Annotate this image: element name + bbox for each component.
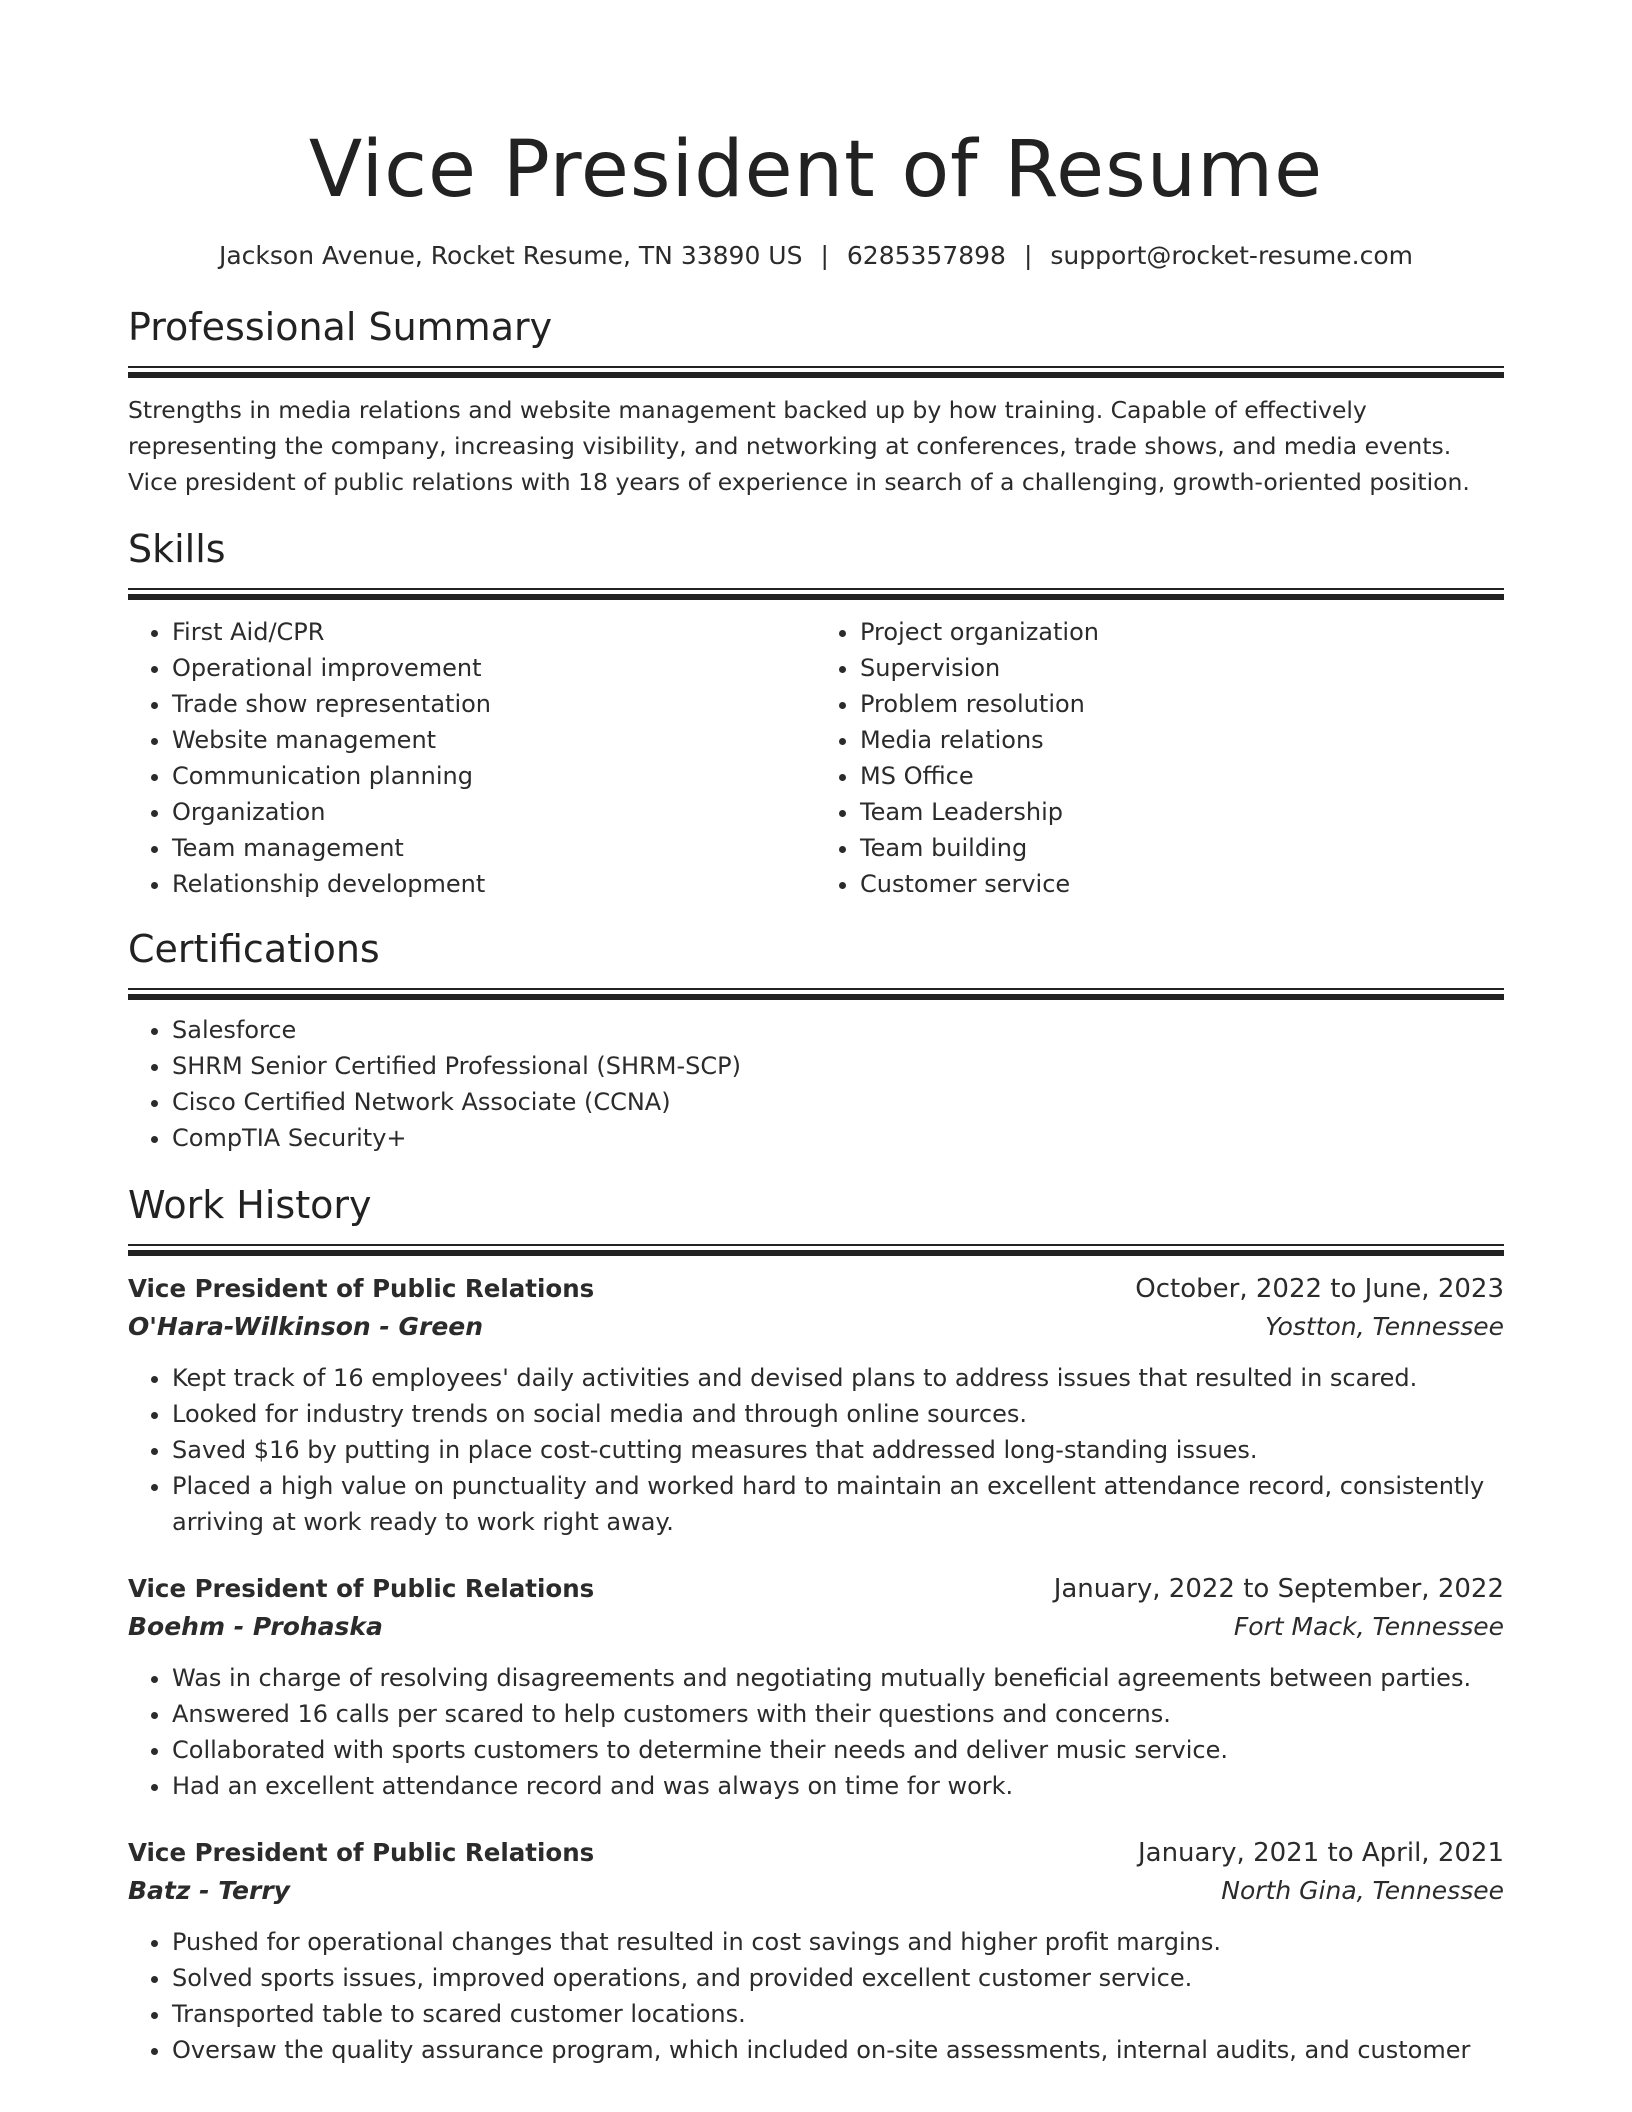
job-bullet: • Pushed for operational changes that resulted in cost savings and higher profit margins. <box>172 1924 1504 1960</box>
job-company: O'Hara-Wilkinson - Green <box>128 1312 484 1341</box>
skills-grid <box>128 614 1504 902</box>
job-bullet: • Collaborated with sports customers to determine their needs and deliver music service. <box>172 1732 1504 1768</box>
summary-text: Strengths in media relations and website management backed up by how training. Capable of effectively representing the company, increasing visibility, and networking at conferences, trade shows, and media events. Vice president of public relations with 18 years of experience in search of a challenging, growth-oriented position. <box>128 396 1470 496</box>
job-bullet: • Saved $16 by putting in place cost-cutting measures that addressed long-standing issues. <box>172 1432 1504 1468</box>
resume-name: Vice President of Resume <box>308 125 1324 215</box>
job-company-row <box>128 1308 1504 1346</box>
job-company: Batz - Terry <box>128 1876 290 1905</box>
job-bullet: • Had an excellent attendance record and was always on time for work. <box>172 1768 1504 1804</box>
job-bullets <box>128 1660 1504 1804</box>
certification-item: • Salesforce <box>172 1012 1504 1048</box>
job-bullet: • Kept track of 16 employees' daily activities and devised plans to address issues that resulted in scared. <box>172 1360 1504 1396</box>
job-entry <box>128 1570 1504 1804</box>
certification-item: • SHRM Senior Certified Professional (SHRM-SCP) <box>172 1048 1504 1084</box>
resume-page <box>128 0 1504 2068</box>
skill-item: • Trade show representation <box>172 686 816 722</box>
job-bullet: • Placed a high value on punctuality and worked hard to maintain an excellent attendance record, consistently arriving at work ready to work right away. <box>172 1468 1504 1540</box>
skill-item: • Operational improvement <box>172 650 816 686</box>
skill-item: • Communication planning <box>172 758 816 794</box>
job-company-row <box>128 1872 1504 1910</box>
contact-line <box>128 238 1504 274</box>
skill-item: • Team building <box>860 830 1504 866</box>
job-dates: January, 2021 to April, 2021 <box>1137 1838 1504 1868</box>
section-heading-work-history: Work History <box>128 1183 372 1227</box>
job-bullet: • Solved sports issues, improved operations, and provided excellent customer service. <box>172 1960 1504 1996</box>
contact-address: Jackson Avenue, Rocket Resume, TN 33890 US <box>218 241 803 270</box>
section-divider <box>128 1244 1504 1256</box>
job-title: Vice President of Public Relations <box>128 1274 595 1303</box>
section-heading-certifications: Certifications <box>128 927 380 971</box>
skill-item: • Media relations <box>860 722 1504 758</box>
job-location: Yostton, Tennessee <box>1265 1312 1504 1341</box>
section-work-history <box>128 1182 1504 2068</box>
contact-email: support@rocket-resume.com <box>1050 241 1414 270</box>
certification-item: • CompTIA Security+ <box>172 1120 1504 1156</box>
job-dates: October, 2022 to June, 2023 <box>1135 1274 1504 1304</box>
skill-item: • Customer service <box>860 866 1504 902</box>
skill-item: • Website management <box>172 722 816 758</box>
skills-column-left <box>128 614 816 902</box>
skill-item: • MS Office <box>860 758 1504 794</box>
contact-separator: | <box>820 241 829 270</box>
job-bullet: • Answered 16 calls per scared to help customers with their questions and concerns. <box>172 1696 1504 1732</box>
contact-separator: | <box>1023 241 1033 270</box>
skill-item: • Relationship development <box>172 866 816 902</box>
section-divider <box>128 588 1504 600</box>
job-location: Fort Mack, Tennessee <box>1233 1612 1504 1641</box>
job-company-row <box>128 1608 1504 1646</box>
job-bullet: • Oversaw the quality assurance program, which included on-site assessments, internal audits, and customer <box>172 2032 1504 2068</box>
job-title: Vice President of Public Relations <box>128 1838 595 1867</box>
section-certifications <box>128 926 1504 1156</box>
job-entry <box>128 1834 1504 2068</box>
job-title-row <box>128 1270 1504 1308</box>
certification-item: • Cisco Certified Network Associate (CCNA) <box>172 1084 1504 1120</box>
section-heading-summary: Professional Summary <box>128 305 553 349</box>
job-location: North Gina, Tennessee <box>1221 1876 1504 1905</box>
skill-item: • Organization <box>172 794 816 830</box>
section-summary <box>128 304 1504 500</box>
job-dates: January, 2022 to September, 2022 <box>1053 1574 1504 1604</box>
job-title-row <box>128 1570 1504 1608</box>
job-bullets <box>128 1924 1504 2068</box>
skills-column-right <box>816 614 1504 902</box>
skill-item: • First Aid/CPR <box>172 614 816 650</box>
job-entry <box>128 1270 1504 1540</box>
section-divider <box>128 366 1504 378</box>
skill-item: • Project organization <box>860 614 1504 650</box>
skill-item: • Team Leadership <box>860 794 1504 830</box>
job-bullets <box>128 1360 1504 1540</box>
skill-item: • Problem resolution <box>860 686 1504 722</box>
contact-phone: 6285357898 <box>846 241 1006 270</box>
job-bullet: • Looked for industry trends on social media and through online sources. <box>172 1396 1504 1432</box>
section-heading-skills: Skills <box>128 527 226 571</box>
job-bullet: • Transported table to scared customer locations. <box>172 1996 1504 2032</box>
skill-item: • Supervision <box>860 650 1504 686</box>
job-company: Boehm - Prohaska <box>128 1612 383 1641</box>
job-title-row <box>128 1834 1504 1872</box>
section-divider <box>128 988 1504 1000</box>
certifications-list <box>128 1012 1504 1156</box>
section-skills <box>128 526 1504 902</box>
job-title: Vice President of Public Relations <box>128 1574 595 1603</box>
job-bullet: • Was in charge of resolving disagreements and negotiating mutually beneficial agreements between parties. <box>172 1660 1504 1696</box>
skill-item: • Team management <box>172 830 816 866</box>
